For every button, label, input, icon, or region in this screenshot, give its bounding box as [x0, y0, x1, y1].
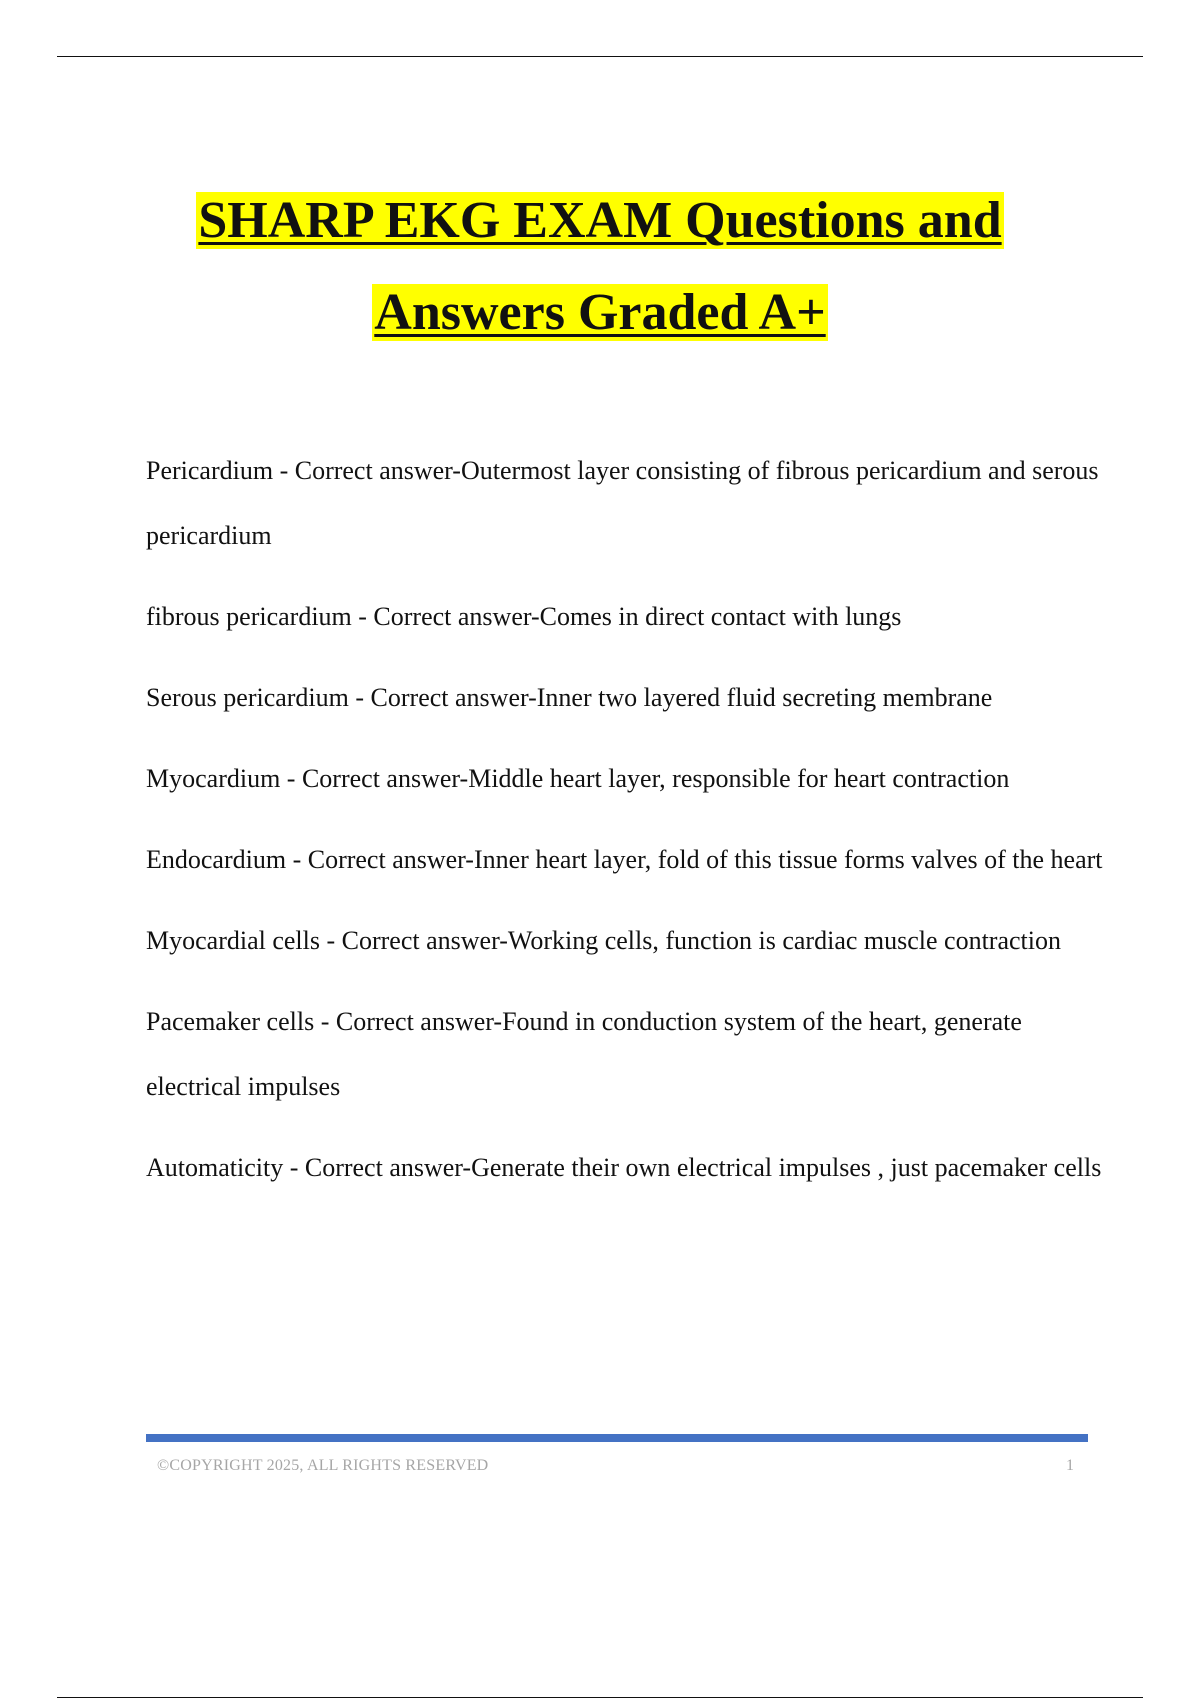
page-number: 1 — [1066, 1457, 1074, 1474]
qa-item-myocardium: Myocardium - Correct answer-Middle heart layer, responsible for heart contraction — [146, 764, 1010, 793]
qa-item-myocardial-cells: Myocardial cells - Correct answer-Working cells, function is cardiac muscle contraction — [146, 926, 1061, 955]
qa-item-automaticity: Automaticity - Correct answer-Generate their own electrical impulses , just pacemaker cells — [146, 1153, 1102, 1182]
footer-bar — [146, 1434, 1088, 1442]
qa-item-pacemaker-cells: Pacemaker cells - Correct answer-Found in conduction system of the heart, generate electrical impulses — [146, 1007, 1022, 1101]
document-title — [0, 175, 1200, 359]
footer-copyright: ©COPYRIGHT 2025, ALL RIGHTS RESERVED — [157, 1457, 489, 1474]
qa-list — [146, 438, 1106, 1216]
qa-item-endocardium: Endocardium - Correct answer-Inner heart layer, fold of this tissue forms valves of the heart — [146, 845, 1103, 874]
header-rule — [57, 56, 1143, 57]
title-line-2: Answers Graded A+ — [374, 284, 826, 341]
title-line-1: SHARP EKG EXAM Questions and — [198, 192, 1002, 249]
qa-item-serous-pericardium: Serous pericardium - Correct answer-Inner two layered fluid secreting membrane — [146, 683, 993, 712]
bottom-rule — [57, 1697, 1143, 1698]
qa-item-pericardium: Pericardium - Correct answer-Outermost layer consisting of fibrous pericardium and serous pericardium — [146, 456, 1099, 550]
qa-item-fibrous-pericardium: fibrous pericardium - Correct answer-Comes in direct contact with lungs — [146, 602, 902, 631]
